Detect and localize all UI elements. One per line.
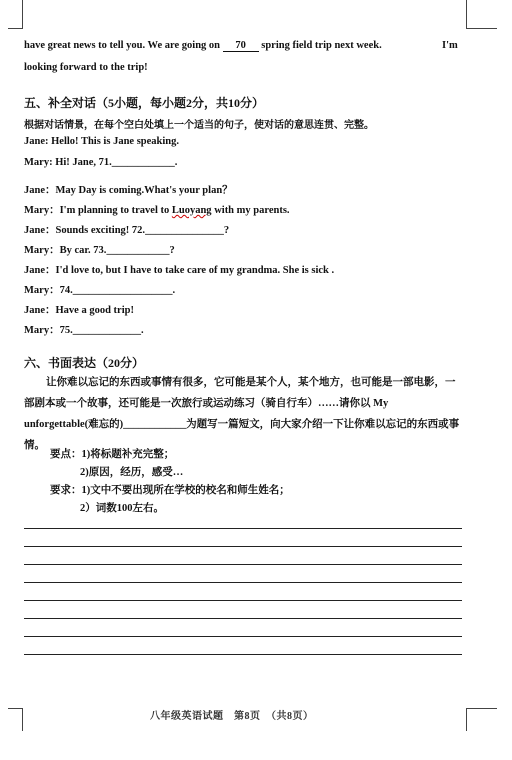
dialogue-text: Jane：Have a good trip! [24, 305, 134, 316]
dialogue-punct: ? [223, 225, 230, 236]
dialogue-line [24, 222, 229, 237]
dialogue-text: Jane：Sounds exciting! 72. [24, 225, 146, 236]
dialogue-line [24, 262, 334, 277]
crop-mark-top-right [466, 0, 497, 29]
requirements-label: 要求： [50, 485, 82, 496]
prompt-text: 让你难以忘记的东西或事情有很多，它可能是某个人，某个地方，也可能是一部电影，一部剧本或一个故事，还可能是一次旅行或运动练习（骑自行车）……请你以 My unforgettable(难忘的) [24, 377, 456, 430]
dialogue-punct: . [172, 285, 176, 296]
crop-mark-bottom-right [466, 708, 497, 731]
section-5-heading: 五、补全对话（5小题，每小题2分，共10分） [24, 96, 265, 110]
answer-blank-74[interactable]: ___________________ [72, 285, 173, 296]
writing-line[interactable] [24, 600, 462, 601]
writing-line[interactable] [24, 546, 462, 547]
crop-mark-top-left [8, 0, 23, 29]
dialogue-line [24, 136, 179, 147]
dialogue-text: Jane: Hello! This is Jane speaking. [24, 136, 179, 147]
points-line-2: 2)原因，经历，感受… [80, 467, 184, 478]
dialogue-text: Jane：May Day is coming.What's your plan？ [24, 185, 233, 196]
continuation-line-1-end: I'm [442, 40, 458, 51]
writing-prompt [24, 372, 464, 456]
dialogue-text: with my parents. [211, 205, 290, 216]
dialogue-line [24, 282, 175, 297]
dialogue-line [24, 182, 233, 197]
section-5-instruction: 根据对话情景，在每个空白处填上一个适当的句子，使对话的意思连贯、完整。 [24, 120, 374, 131]
dialogue-text: Jane：I'd love to, but I have to take care of my grandma. She is sick . [24, 265, 335, 276]
title-blank[interactable]: ____________ [123, 419, 187, 430]
section-6-heading: 六、书面表达（20分） [24, 356, 145, 370]
writing-line[interactable] [24, 618, 462, 619]
dialogue-text: Mary: Hi! Jane, 71. [24, 157, 112, 168]
dialogue-text: Mary：I'm planning to travel to [24, 205, 172, 216]
continuation-line-1 [24, 40, 382, 52]
points-line-1 [50, 446, 174, 461]
requirements-line-2: 2）词数100左右。 [80, 503, 164, 514]
dialogue-line [24, 157, 177, 168]
prompt-text: 为题写一篇短文，向大家介绍一下让你难以忘记的东西或事情。 [24, 419, 460, 451]
dialogue-punct: . [140, 325, 144, 336]
text-segment: spring field trip next week. [261, 40, 382, 51]
requirement-text: 1)文中不要出现所在学校的校名和师生姓名； [81, 485, 290, 496]
answer-blank-73[interactable]: ____________ [106, 245, 170, 256]
dialogue-punct: . [174, 157, 178, 168]
writing-line[interactable] [24, 528, 462, 529]
requirements-line-1 [50, 482, 290, 497]
continuation-line-2: looking forward to the trip! [24, 62, 148, 73]
dialogue-punct: ? [169, 245, 175, 256]
answer-blank-75[interactable]: _____________ [72, 325, 141, 336]
text-segment: have great news to tell you. We are going on [24, 40, 220, 51]
writing-line[interactable] [24, 564, 462, 565]
writing-line[interactable] [24, 636, 462, 637]
dialogue-text: Mary：75. [24, 325, 73, 336]
dialogue-line [24, 242, 175, 257]
answer-blank-71[interactable]: ____________ [111, 157, 175, 168]
points-label: 要点： [50, 449, 82, 460]
dialogue-text: Mary：By car. 73. [24, 245, 107, 256]
point-text: 1)将标题补充完整； [81, 449, 175, 460]
page-footer: 八年级英语试题 第8页 （共8页） [150, 711, 314, 722]
dialogue-line [24, 302, 134, 317]
blank-70: 70 [223, 40, 259, 52]
place-name: Luoyang [171, 205, 212, 216]
crop-mark-bottom-left [8, 708, 23, 731]
dialogue-text: Mary：74. [24, 285, 73, 296]
dialogue-line [24, 322, 144, 337]
writing-line[interactable] [24, 582, 462, 583]
writing-line[interactable] [24, 654, 462, 655]
answer-blank-72[interactable]: _______________ [145, 225, 224, 236]
dialogue-line [24, 202, 290, 217]
